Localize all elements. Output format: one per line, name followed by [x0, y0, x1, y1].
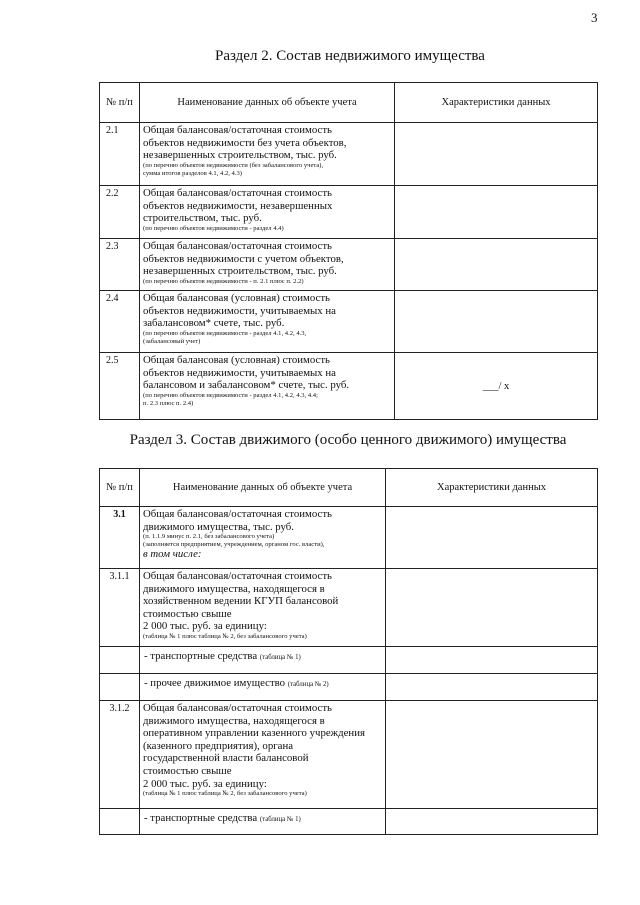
row-number: 2.5	[100, 353, 140, 420]
row-description: - транспортные средства (таблица № 1)	[140, 809, 386, 835]
row-value	[395, 123, 598, 186]
table-row	[100, 569, 598, 647]
table-row	[100, 123, 598, 186]
row-value	[386, 647, 598, 674]
row-number: 2.4	[100, 291, 140, 353]
row-value	[386, 674, 598, 701]
table-header-row	[100, 469, 598, 507]
row-value	[395, 291, 598, 353]
row-value	[386, 569, 598, 647]
row-value	[386, 507, 598, 569]
table-row	[100, 647, 598, 674]
row-description: Общая балансовая (условная) стоимость объектов недвижимости, учитываемых на балансовом и забалансовом* счете, тыс. руб. (по перечню объектов недвижимости - раздел 4.1, 4.2, 4.3, 4.4; п. 2.3 плюс п. 2.4)	[140, 353, 395, 420]
table-row	[100, 291, 598, 353]
row-value	[395, 186, 598, 239]
row-value	[395, 239, 598, 291]
header-number: № п/п	[100, 469, 140, 507]
table-row	[100, 353, 598, 420]
row-description: Общая балансовая/остаточная стоимость объектов недвижимости с учетом объектов, незавершенных строительством, тыс. руб. (по перечню объектов недвижимости - п. 2.1 плюс п. 2.2)	[140, 239, 395, 291]
row-value	[386, 809, 598, 835]
table-row	[100, 239, 598, 291]
row-number: 3.1.1	[100, 569, 140, 647]
row-description: Общая балансовая/остаточная стоимость движимого имущества, находящегося в оперативном управлении казенного учреждения (казенного предприятия), органа государственной власти балансовой стоимостью свыше 2 000 тыс. руб. за единицу: (таблица № 1 плюс таблица № 2, без забалансового учета)	[140, 701, 386, 809]
table-row	[100, 809, 598, 835]
row-number: 3.1.2	[100, 701, 140, 809]
row-number: 2.3	[100, 239, 140, 291]
section-2-title: Раздел 2. Состав недвижимого имущества	[215, 48, 485, 64]
header-characteristics: Характеристики данных	[386, 469, 598, 507]
row-number-empty	[100, 674, 140, 701]
page-number: 3	[591, 10, 598, 25]
row-number: 2.1	[100, 123, 140, 186]
table-header-row	[100, 83, 598, 123]
row-description: - транспортные средства (таблица № 1)	[140, 647, 386, 674]
row-description: Общая балансовая/остаточная стоимость движимого имущества, тыс. руб. (п. 1.1.9 минус п. 2.1, без забалансового учета) (заполняется предприятием, учреждением, органом гос. власти), в том числе:	[140, 507, 386, 569]
table-row	[100, 701, 598, 809]
row-description: - прочее движимое имущество (таблица № 2)	[140, 674, 386, 701]
row-description: Общая балансовая (условная) стоимость объектов недвижимости, учитываемых на забалансовом* счете, тыс. руб. (по перечню объектов недвижимости - раздел 4.1, 4.2, 4.3, (забалансовый учет)	[140, 291, 395, 353]
header-name: Наименование данных об объекте учета	[140, 83, 395, 123]
row-number-empty	[100, 809, 140, 835]
row-description: Общая балансовая/остаточная стоимость движимого имущества, находящегося в хозяйственном ведении КГУП балансовой стоимостью свыше 2 000 тыс. руб. за единицу: (таблица № 1 плюс таблица № 2, без забалансового учета)	[140, 569, 386, 647]
row-value-balance-offbalance: ___/ x	[395, 353, 598, 420]
section-3-title: Раздел 3. Состав движимого (особо ценного движимого) имущества	[129, 432, 567, 448]
table-row	[100, 507, 598, 569]
section-3-table	[99, 468, 598, 835]
header-number: № п/п	[100, 83, 140, 123]
row-description: Общая балансовая/остаточная стоимость объектов недвижимости, незавершенных строительством, тыс. руб. (по перечню объектов недвижимости - раздел 4.4)	[140, 186, 395, 239]
row-description: Общая балансовая/остаточная стоимость объектов недвижимости без учета объектов, незавершенных строительством, тыс. руб. (по перечню объектов недвижимости (без забалансового учета), сумма итогов разделов 4.1, 4.2, 4.3)	[140, 123, 395, 186]
table-row	[100, 674, 598, 701]
row-number: 2.2	[100, 186, 140, 239]
section-2-table	[99, 82, 598, 420]
header-name: Наименование данных об объекте учета	[140, 469, 386, 507]
table-row	[100, 186, 598, 239]
row-value	[386, 701, 598, 809]
header-characteristics: Характеристики данных	[395, 83, 598, 123]
row-number-empty	[100, 647, 140, 674]
row-number: 3.1	[100, 507, 140, 569]
